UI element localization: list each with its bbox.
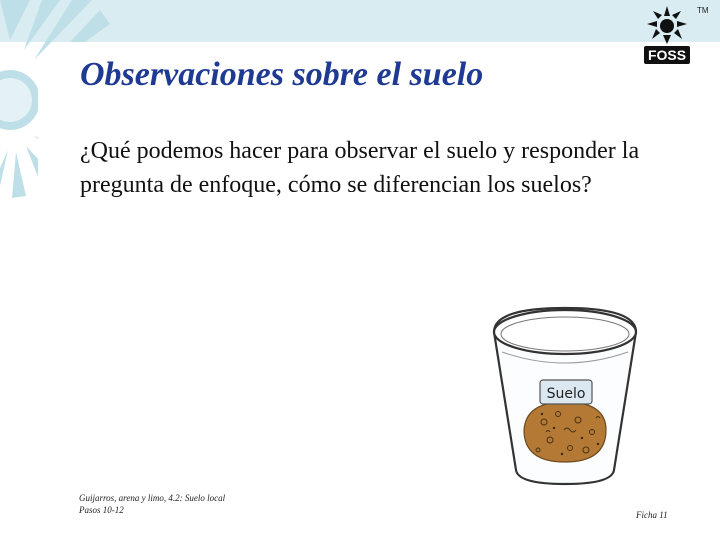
logo-text: FOSS <box>647 47 687 63</box>
lesson-reference <box>79 492 225 516</box>
focus-question: ¿Qué podemos hacer para observar el suelo y responder la pregunta de enfoque, cómo se diferencian los suelos? <box>80 138 640 198</box>
trademark-symbol: TM <box>697 6 709 15</box>
soil-cup-illustration <box>486 302 644 492</box>
lesson-reference-line1: Guijarros, arena y limo, 4.2: Suelo local <box>79 493 226 503</box>
cup-label: Suelo <box>546 386 586 402</box>
slide-title: Observaciones sobre el suelo <box>80 56 484 93</box>
slide-number: Ficha 11 <box>636 510 668 520</box>
foss-logo <box>640 4 696 68</box>
lesson-reference-line2: Pasos 10-12 <box>79 505 124 515</box>
